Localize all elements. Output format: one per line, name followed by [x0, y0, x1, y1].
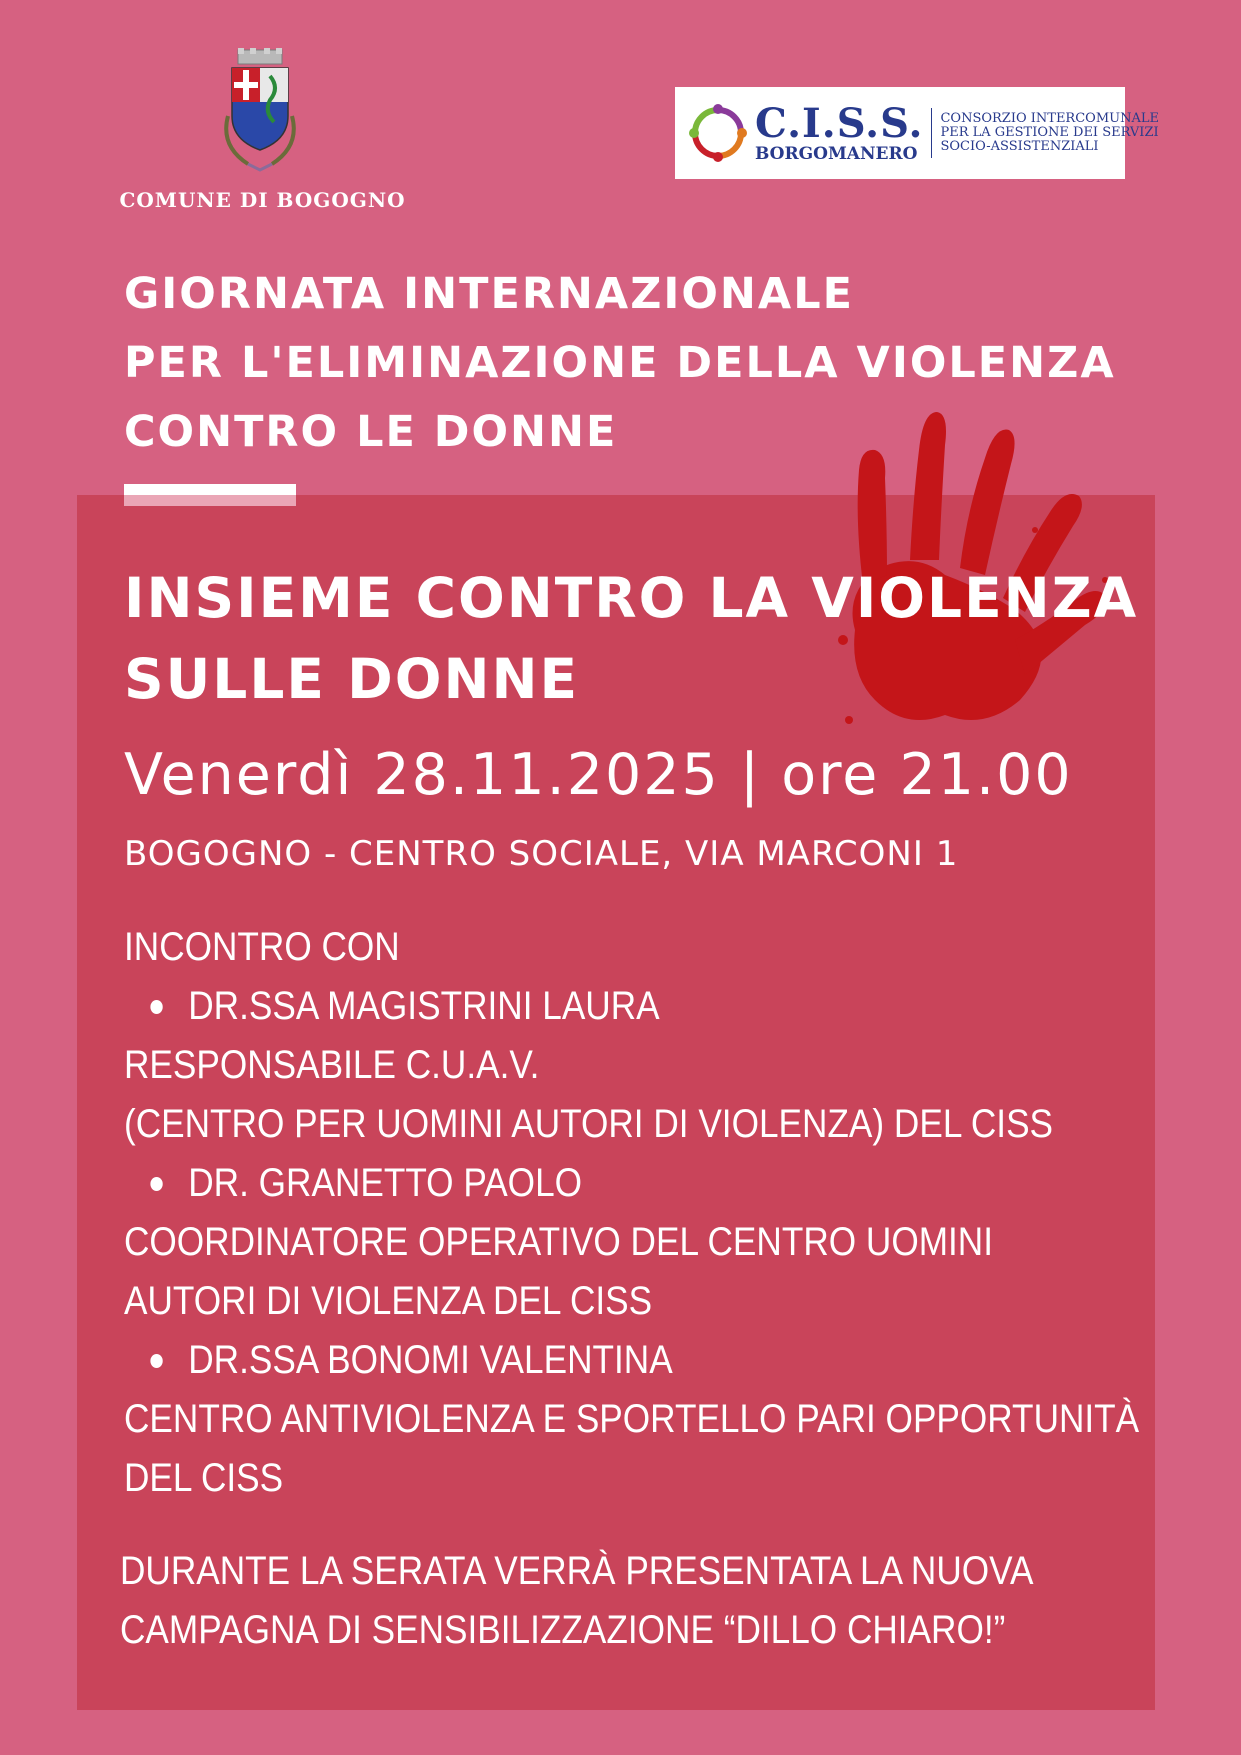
speaker-name: DR.SSA BONOMI VALENTINA: [124, 1331, 1022, 1390]
event-title-line: SULLE DONNE: [124, 647, 580, 711]
closing-line: CAMPAGNA DI SENSIBILIZZAZIONE “DILLO CHIARO!”: [120, 1608, 1006, 1652]
ciss-city: BORGOMANERO: [755, 143, 918, 164]
speakers-intro: INCONTRO CON: [124, 925, 400, 969]
closing-note: [120, 1542, 1034, 1660]
ciss-description-line: SOCIO-ASSISTENZIALI: [940, 139, 1099, 155]
ciss-logo: [675, 87, 1159, 179]
event-title: [124, 558, 1174, 720]
speaker-role-line: DEL CISS: [124, 1456, 284, 1500]
event-datetime: Venerdì 28.11.2025 | ore 21.00: [124, 742, 1073, 808]
ciss-description-line: CONSORZIO INTERCOMUNALE: [940, 110, 1159, 126]
speaker-role-line: AUTORI DI VIOLENZA DEL CISS: [124, 1279, 653, 1323]
speaker-role-line: RESPONSABILE C.U.A.V.: [124, 1043, 540, 1087]
headline-line: PER L'ELIMINAZIONE DELLA VIOLENZA: [124, 338, 1116, 388]
event-title-line: INSIEME CONTRO LA VIOLENZA: [124, 566, 1139, 630]
speaker-role-line: (CENTRO PER UOMINI AUTORI DI VIOLENZA) DEL CISS: [124, 1102, 1054, 1146]
people-circle-icon: [687, 102, 749, 164]
ciss-description-line: PER LA GESTIONE DEI SERVIZI: [940, 124, 1159, 140]
speaker-role-line: CENTRO ANTIVIOLENZA E SPORTELLO PARI OPPORTUNITÀ: [124, 1397, 1140, 1441]
accent-bar: [124, 484, 296, 506]
ciss-divider: [931, 108, 932, 158]
comune-name: COMUNE DI BOGOGNO: [119, 188, 406, 212]
speaker-role-line: COORDINATORE OPERATIVO DEL CENTRO UOMINI: [124, 1220, 993, 1264]
speaker-name: DR. GRANETTO PAOLO: [124, 1154, 1022, 1213]
event-location: BOGOGNO - CENTRO SOCIALE, VIA MARCONI 1: [124, 834, 959, 874]
closing-line: DURANTE LA SERATA VERRÀ PRESENTATA LA NUOVA: [120, 1549, 1034, 1593]
ciss-acronym: C.I.S.S.: [755, 99, 924, 147]
municipal-crest-icon: [210, 46, 310, 182]
speaker-name: DR.SSA MAGISTRINI LAURA: [124, 977, 1022, 1036]
headline-line: GIORNATA INTERNAZIONALE: [124, 269, 854, 319]
ciss-wordmark: [755, 99, 924, 164]
speakers-section: [124, 918, 1140, 1508]
headline-line: CONTRO LE DONNE: [124, 407, 618, 457]
ciss-description: [940, 112, 1159, 155]
